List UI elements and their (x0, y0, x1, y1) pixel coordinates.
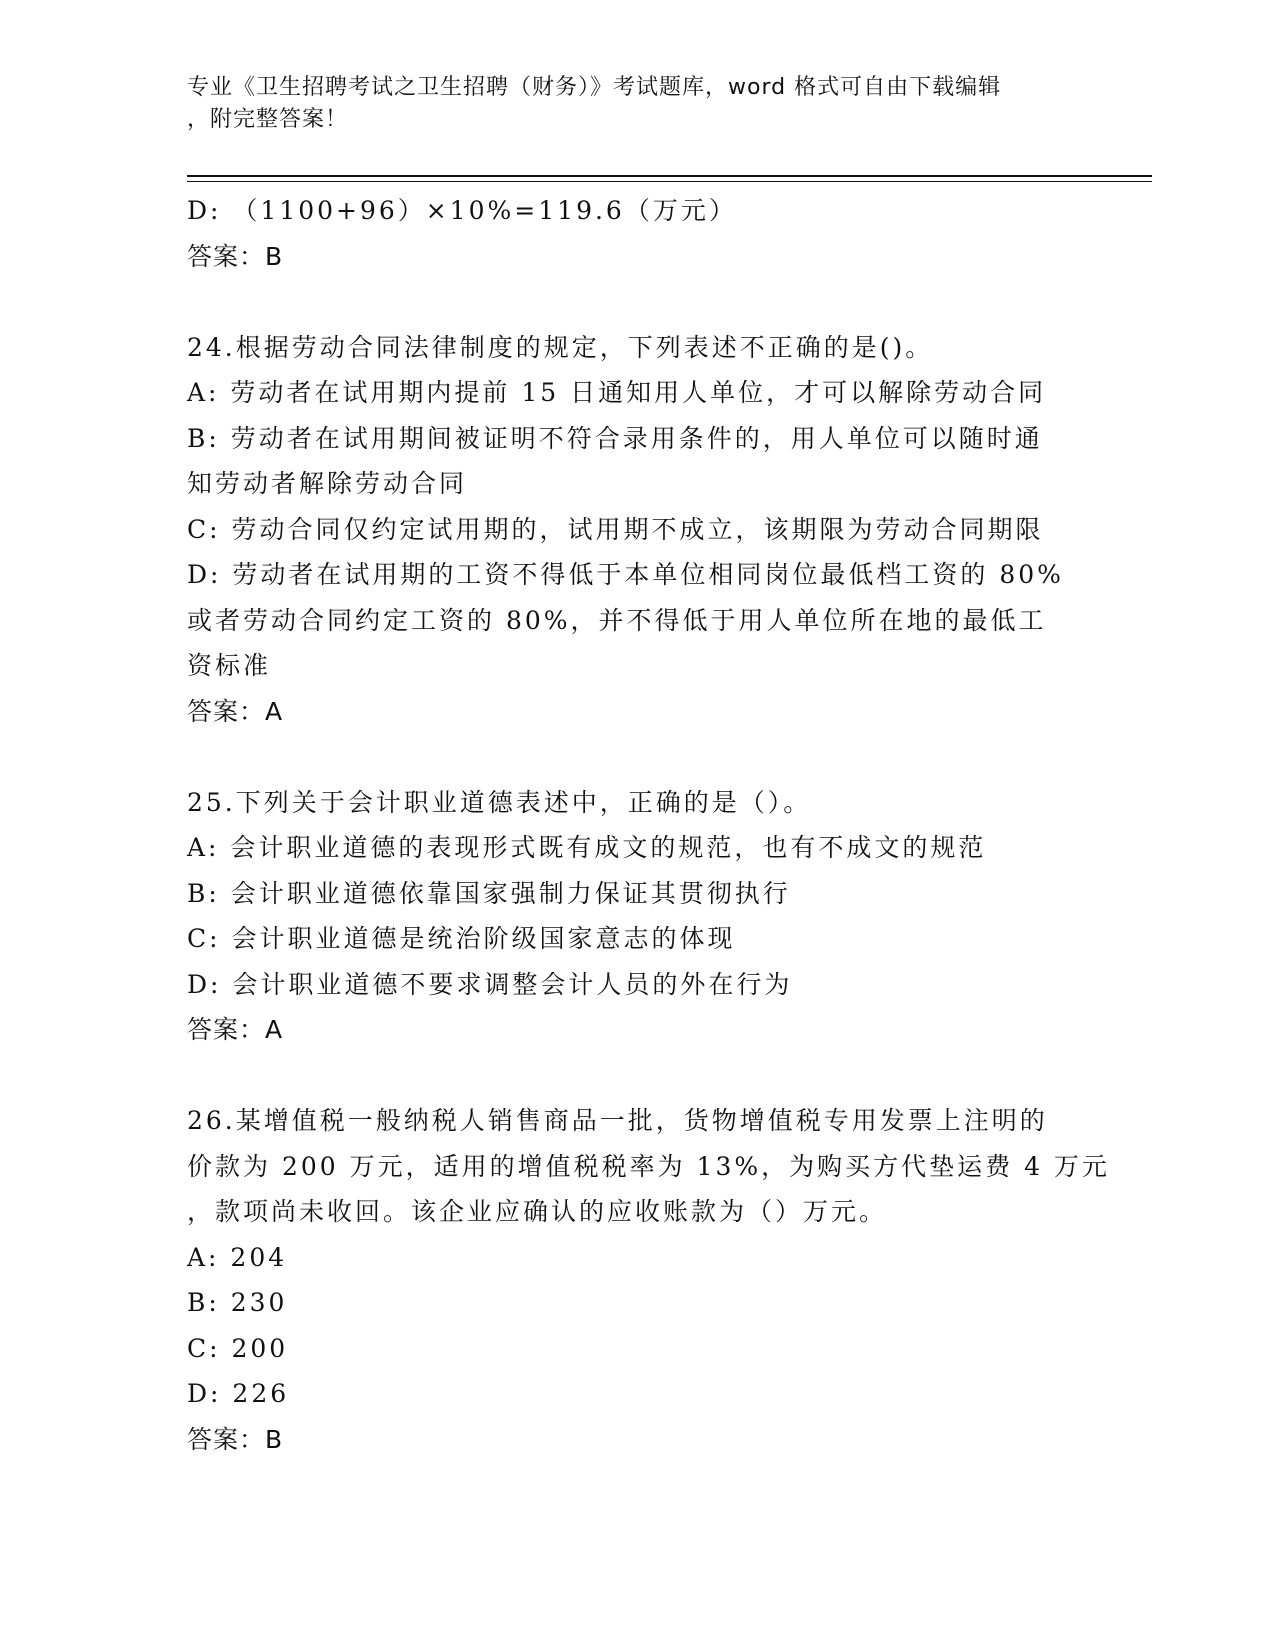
document-header (187, 72, 1087, 136)
q26-stem-line-3: ，款项尚未收回。该企业应确认的应收账款为（）万元。 (187, 1197, 888, 1226)
q24-answer: 答案：A (187, 696, 284, 726)
q26-option-c: C: 200 (187, 1333, 289, 1363)
prev-answer: 答案：B (187, 241, 284, 271)
prev-option-d: D: （1100+96）×10%=119.6（万元） (187, 196, 737, 225)
q26-stem-line-1: 26.某增值税一般纳税人销售商品一批，货物增值税专用发票上注明的 (187, 1106, 1048, 1135)
q24-option-a: A: 劳动者在试用期内提前 15 日通知用人单位，才可以解除劳动合同 (187, 378, 1047, 407)
question-content (187, 188, 1110, 1462)
q25-stem: 25.下列关于会计职业道德表述中，正确的是（）。 (187, 787, 812, 817)
q24-option-d-line-1: D: 劳动者在试用期的工资不得低于本单位相同岗位最低档工资的 80% (187, 560, 1064, 589)
q24-option-c: C: 劳动合同仅约定试用期的，试用期不成立，该期限为劳动合同期限 (187, 514, 1044, 544)
q25-option-c: C: 会计职业道德是统治阶级国家意志的体现 (187, 924, 736, 953)
header-rule-thin (187, 181, 1152, 182)
q25-option-d: D: 会计职业道德不要求调整会计人员的外在行为 (187, 969, 793, 999)
q24-stem: 24.根据劳动合同法律制度的规定，下列表述不正确的是()。 (187, 332, 934, 362)
header-line-2: ，附完整答案！ (187, 107, 349, 132)
spacer (187, 279, 1087, 325)
q24-option-b-line-1: B: 劳动者在试用期间被证明不符合录用条件的，用人单位可以随时通 (187, 423, 1043, 453)
q26-answer: 答案：B (187, 1424, 284, 1454)
spacer (187, 734, 1087, 780)
q25-option-b: B: 会计职业道德依靠国家强制力保证其贯彻执行 (187, 878, 791, 908)
header-line-1: 专业《卫生招聘考试之卫生招聘（财务）》考试题库，word 格式可自由下载编辑 (187, 75, 1002, 100)
q24-option-b-line-2: 知劳动者解除劳动合同 (187, 469, 468, 498)
q25-answer: 答案：A (187, 1015, 284, 1044)
q24-option-d-line-3: 资标准 (187, 651, 272, 680)
q26-option-a: A: 204 (187, 1242, 288, 1272)
q25-option-a: A: 会计职业道德的表现形式既有成文的规范，也有不成文的规范 (187, 833, 987, 862)
q26-stem-line-2: 价款为 200 万元，适用的增值税税率为 13%，为购买方代垫运费 4 万元 (187, 1151, 1110, 1181)
q26-option-d: D: 226 (187, 1379, 290, 1408)
q26-option-b: B: 230 (187, 1288, 288, 1317)
q24-option-d-line-2: 或者劳动合同约定工资的 80%，并不得低于用人单位所在地的最低工 (187, 605, 1047, 635)
header-rule-thick (187, 175, 1152, 177)
spacer (187, 1053, 1087, 1099)
